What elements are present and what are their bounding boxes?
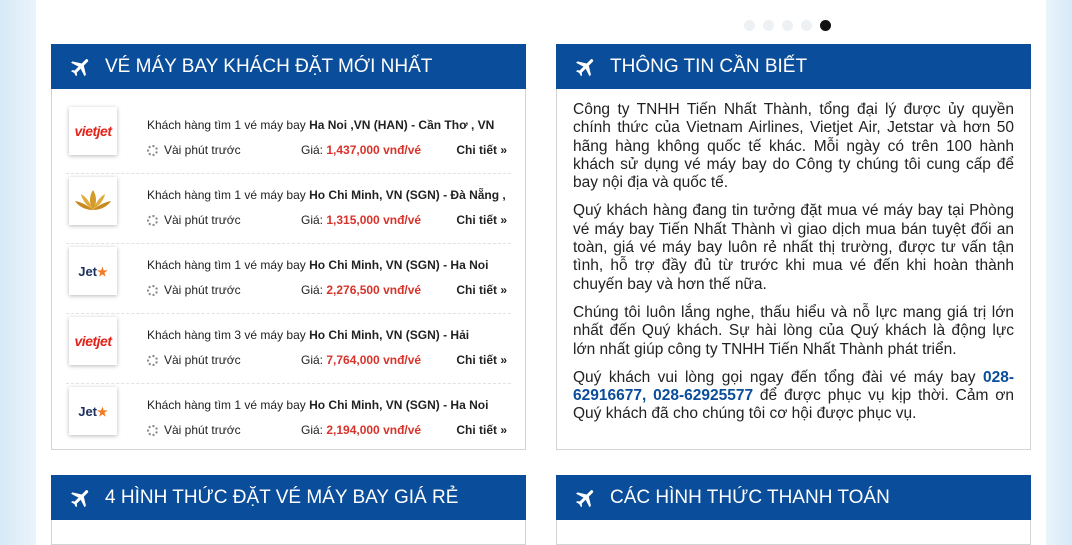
latest-bookings-panel — [51, 44, 526, 450]
info-paragraph-contact — [573, 369, 1014, 424]
booking-prefix: Khách hàng tìm 1 vé máy bay — [147, 398, 310, 412]
airline-logo — [69, 387, 117, 435]
price-value: 2,194,000 vnđ/vé — [326, 423, 422, 437]
booking-route: Ha Noi ,VN (HAN) - Cần Thơ , VN — [309, 118, 495, 132]
booking-row — [66, 314, 511, 384]
panel-header — [556, 475, 1031, 520]
booking-time — [147, 283, 241, 297]
price-label: Giá: — [301, 283, 327, 297]
jetstar-logo-text — [78, 404, 108, 419]
booking-route: Ho Chi Minh, VN (SGN) - Ha Noi — [309, 398, 489, 412]
details-link[interactable]: Chi tiết » — [456, 213, 507, 227]
jetstar-logo-word: Jet — [78, 263, 98, 279]
booking-time-text: Vài phút trước — [164, 143, 241, 157]
panel-title: 4 HÌNH THỨC ĐẶT VÉ MÁY BAY GIÁ RẺ — [105, 486, 459, 508]
panel-header — [556, 44, 1031, 89]
details-link[interactable]: Chi tiết » — [456, 423, 507, 437]
airplane-icon — [574, 486, 598, 510]
booking-price — [301, 143, 421, 157]
airplane-icon — [69, 486, 93, 510]
booking-row — [66, 174, 511, 244]
price-label: Giá: — [301, 143, 327, 157]
details-link[interactable]: Chi tiết » — [456, 353, 507, 367]
carousel-dot[interactable] — [763, 20, 774, 31]
info-paragraph: Chúng tôi luôn lắng nghe, thấu hiểu và nỗ lực mang giá trị lớn nhất đến Quý khách. Sự hài lòng của Quý khách là động lực lớn nhất giúp công ty TNHH Tiến Nhất Thành phát triển. — [573, 303, 1014, 358]
booking-prefix: Khách hàng tìm 3 vé máy bay — [147, 328, 310, 342]
star-icon: ★ — [97, 404, 108, 419]
airline-logo — [69, 177, 117, 225]
contact-text: để được phục vụ kịp thời. Cảm ơn Quý khách đã cho chúng tôi cơ hội được phục vụ. — [573, 387, 1015, 423]
booking-description — [147, 188, 511, 202]
booking-price — [301, 423, 421, 437]
payment-methods-panel — [556, 475, 1031, 545]
panel-title: THÔNG TIN CẦN BIẾT — [610, 55, 808, 77]
hotline-phones[interactable]: 028-62916677, 028-62925577 — [573, 368, 1014, 405]
loading-spinner-icon — [147, 425, 158, 436]
booking-prefix: Khách hàng tìm 1 vé máy bay — [147, 258, 310, 272]
booking-price — [301, 283, 421, 297]
carousel-dot[interactable] — [782, 20, 793, 31]
price-label: Giá: — [301, 423, 327, 437]
contact-text: Quý khách vui lòng gọi ngay đến tổng đài vé máy bay — [573, 368, 983, 386]
jetstar-logo-word: Jet — [78, 403, 98, 419]
lotus-icon — [73, 186, 113, 216]
booking-time — [147, 143, 241, 157]
price-value: 1,315,000 vnđ/vé — [326, 213, 422, 227]
booking-prefix: Khách hàng tìm 1 vé máy bay — [147, 118, 310, 132]
booking-description — [147, 328, 511, 342]
booking-row — [66, 384, 511, 453]
booking-price — [301, 353, 421, 367]
carousel-dot[interactable] — [801, 20, 812, 31]
carousel-dot[interactable] — [744, 20, 755, 31]
price-label: Giá: — [301, 353, 327, 367]
booking-time — [147, 423, 241, 437]
airplane-icon — [574, 55, 598, 79]
price-value: 7,764,000 vnđ/vé — [326, 353, 422, 367]
vietjet-logo-text: vietjet — [74, 333, 112, 349]
carousel-dot-active[interactable] — [820, 20, 831, 31]
booking-time-text: Vài phút trước — [164, 423, 241, 437]
booking-time-text: Vài phút trước — [164, 353, 241, 367]
booking-route: Ho Chi Minh, VN (SGN) - Hải — [309, 328, 470, 342]
airline-logo — [69, 107, 117, 155]
booking-time-text: Vài phút trước — [164, 283, 241, 297]
info-paragraph: Quý khách hàng đang tin tưởng đặt mua vé máy bay tại Phòng vé máy bay Tiến Nhất Thành vì giao dịch mua bán tuyệt đối an toàn, giá vé máy bay luôn rẻ nhất thị trường, được tư vấn tận tình, hỗ trợ đầy đủ từ trước khi mua vé đến khi hoàn thành chuyến bay và hơn thế nữa. — [573, 202, 1014, 293]
info-text — [573, 101, 1014, 434]
booking-route: Ho Chi Minh, VN (SGN) - Đà Nẵng , — [309, 188, 506, 202]
airplane-icon — [69, 55, 93, 79]
vietjet-logo-text: vietjet — [74, 123, 112, 139]
booking-route: Ho Chi Minh, VN (SGN) - Ha Noi — [309, 258, 489, 272]
panel-header — [51, 475, 526, 520]
booking-time — [147, 353, 241, 367]
price-value: 2,276,500 vnđ/vé — [326, 283, 422, 297]
jetstar-logo-text — [78, 264, 108, 279]
booking-methods-panel — [51, 475, 526, 545]
price-value: 1,437,000 vnđ/vé — [326, 143, 422, 157]
loading-spinner-icon — [147, 215, 158, 226]
info-paragraph: Công ty TNHH Tiến Nhất Thành, tổng đại lý được ủy quyền chính thức của Vietnam Airlines, Vietjet Air, Jetstar và hơn 50 hãng hàng không quốc tế khác. Mỗi ngày có trên 100 hành khách sử dụng vé máy bay do Công ty chúng tôi cung cấp để bay nội địa và quốc tế. — [573, 101, 1014, 192]
panel-header — [51, 44, 526, 89]
booking-description — [147, 398, 511, 412]
loading-spinner-icon — [147, 285, 158, 296]
booking-prefix: Khách hàng tìm 1 vé máy bay — [147, 188, 310, 202]
booking-time — [147, 213, 241, 227]
price-label: Giá: — [301, 213, 327, 227]
booking-description — [147, 118, 511, 132]
booking-row — [66, 104, 511, 174]
details-link[interactable]: Chi tiết » — [456, 283, 507, 297]
details-link[interactable]: Chi tiết » — [456, 143, 507, 157]
loading-spinner-icon — [147, 145, 158, 156]
booking-description — [147, 258, 511, 272]
loading-spinner-icon — [147, 355, 158, 366]
star-icon: ★ — [97, 264, 108, 279]
info-panel — [556, 44, 1031, 450]
airline-logo — [69, 247, 117, 295]
carousel-dots — [744, 20, 831, 31]
panel-title: VÉ MÁY BAY KHÁCH ĐẶT MỚI NHẤT — [105, 55, 433, 77]
panel-title: CÁC HÌNH THỨC THANH TOÁN — [610, 486, 890, 508]
airline-logo — [69, 317, 117, 365]
booking-time-text: Vài phút trước — [164, 213, 241, 227]
booking-row — [66, 244, 511, 314]
booking-list — [66, 104, 511, 453]
booking-price — [301, 213, 421, 227]
